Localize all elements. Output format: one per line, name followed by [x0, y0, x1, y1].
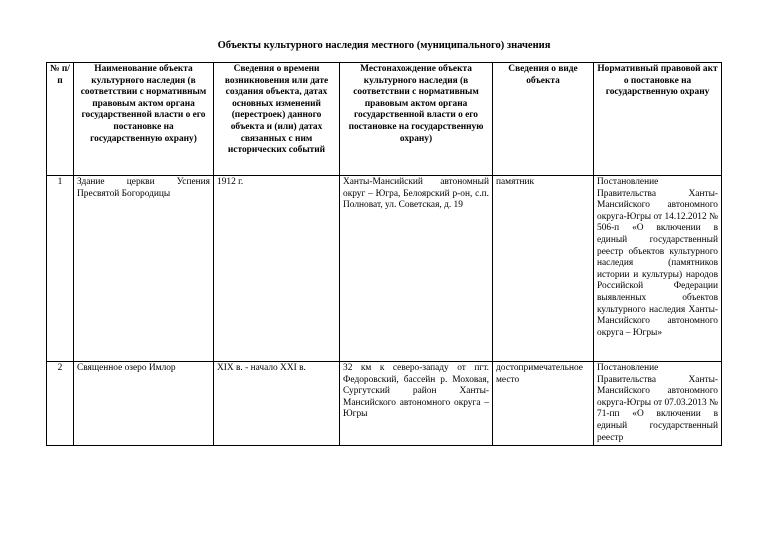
cell-name: Здание церкви Успения Пресвятой Богородицы — [74, 176, 214, 362]
cell-date: 1912 г. — [214, 176, 340, 362]
cell-location: Ханты-Мансийский автономный округ – Югра, Белоярский р-он, с.п. Полноват, ул. Советская, д. 19 — [340, 176, 493, 362]
header-number: № п/п — [47, 63, 74, 176]
cell-type: достопримечательное место — [493, 362, 594, 446]
cell-name: Священное озеро Имлор — [74, 362, 214, 446]
cell-location: 32 км к северо-западу от пгт. Федоровский, бассейн р. Моховая, Сургутский район Ханты-Мансийского автономного округа – Югры — [340, 362, 493, 446]
cell-act: Постановление Правительства Ханты-Мансийского автономного округа-Югры от 14.12.2012 № 506-п «О включении в единый государственный реестр объектов культурного наследия (памятников истории и культуры) народов Российской Федерации выявленных объектов культурного наследия Ханты-Мансийского автономного округа – Югры» — [594, 176, 722, 362]
header-act: Нормативный правовой акт о постановке на государственную охрану — [594, 63, 722, 176]
header-name: Наименование объекта культурного наследия (в соответствии с нормативным правовым актом органа государственной власти о его постановке на государственную охрану) — [74, 63, 214, 176]
header-date: Сведения о времени возникновения или дате создания объекта, датах основных изменений (перестроек) данного объекта и (или) датах связанных с ним исторических событий — [214, 63, 340, 176]
table-row — [47, 176, 722, 362]
cell-type: памятник — [493, 176, 594, 362]
heritage-table — [46, 62, 722, 446]
header-location: Местонахождение объекта культурного наследия (в соответствии с нормативным правовым актом органа государственной власти о его постановке на государственную охрану) — [340, 63, 493, 176]
cell-act: Постановление Правительства Ханты-Мансийского автономного округа-Югры от 07.03.2013 № 71-пп «О включении в единый государственный реестр — [594, 362, 722, 446]
table-row — [47, 362, 722, 446]
document-title: Объекты культурного наследия местного (муниципального) значения — [217, 40, 551, 51]
table-header-row — [47, 63, 722, 176]
cell-number: 1 — [47, 176, 74, 362]
header-type: Сведения о виде объекта — [493, 63, 594, 176]
cell-number: 2 — [47, 362, 74, 446]
cell-date: XIX в. - начало XXI в. — [214, 362, 340, 446]
